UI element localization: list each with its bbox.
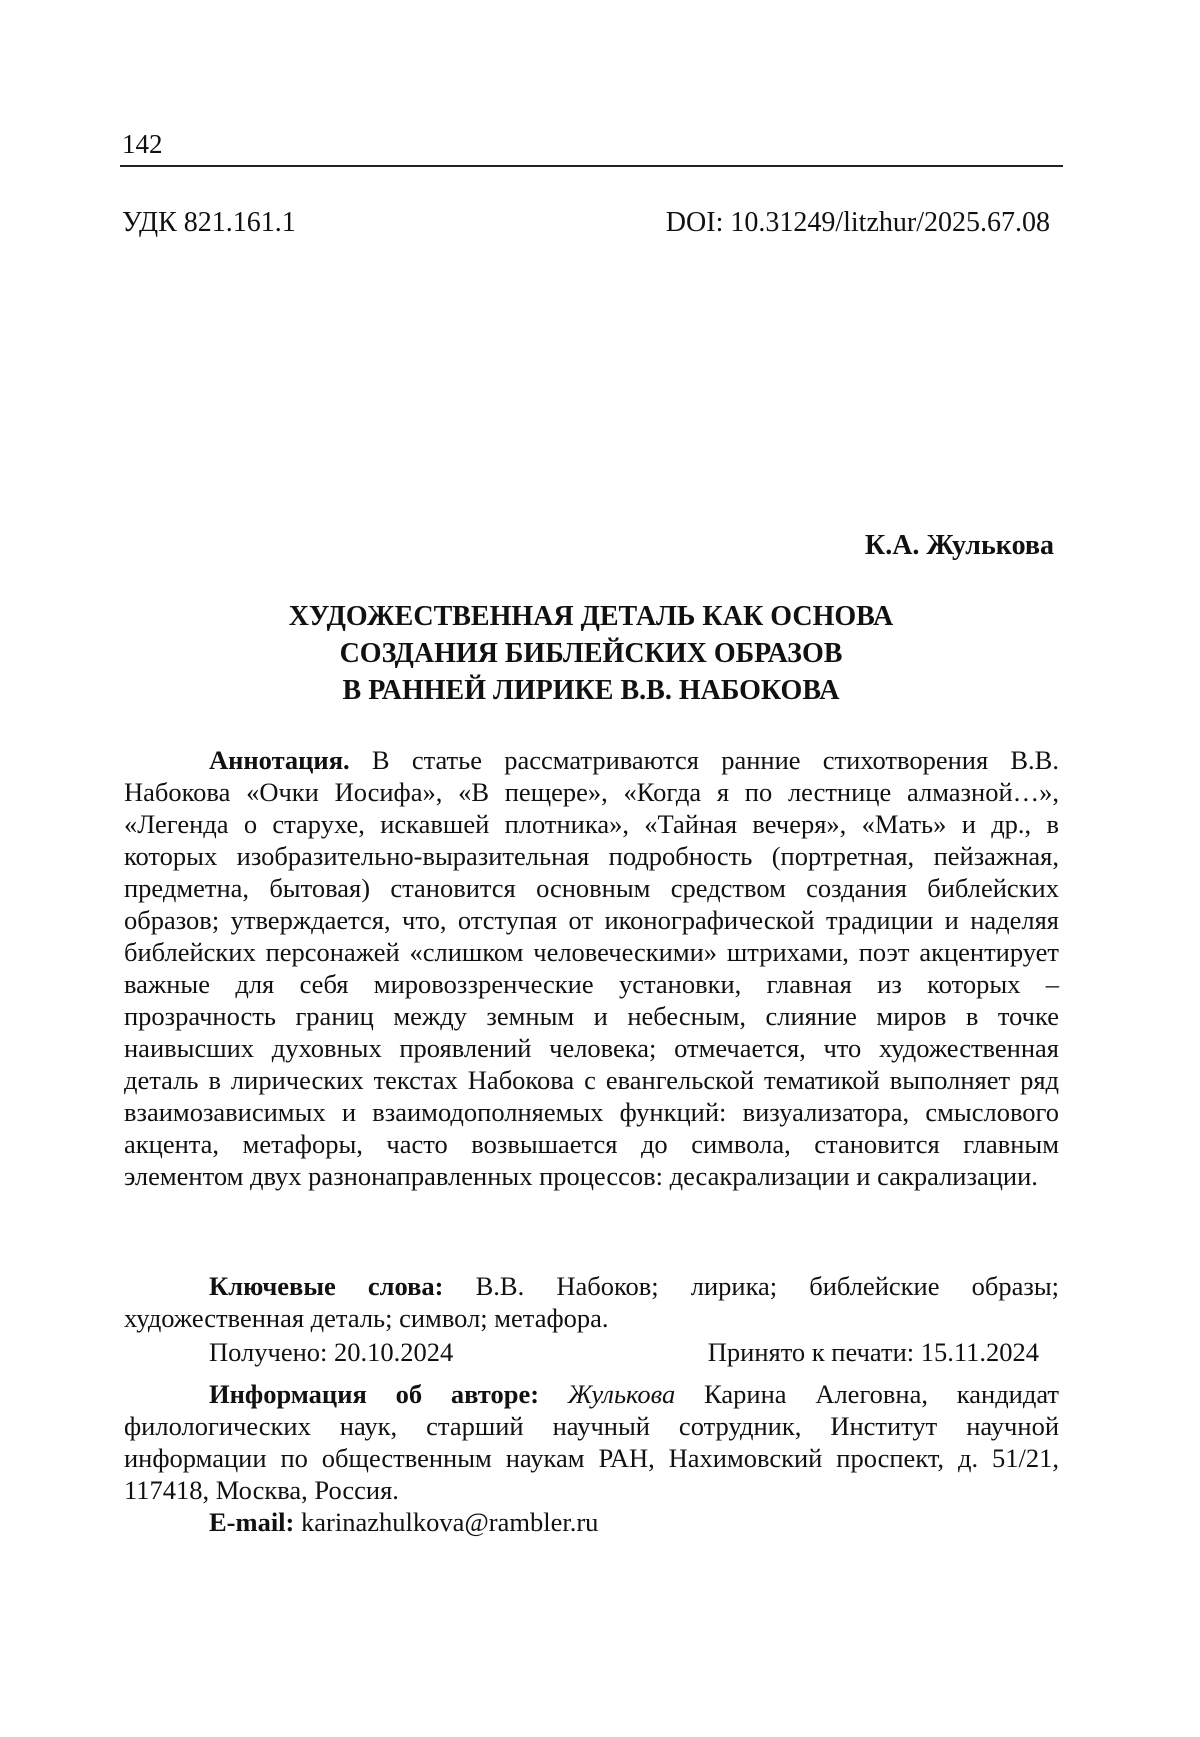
received-date: Получено: 20.10.2024 [209, 1337, 454, 1367]
author-info-label: Информация об авторе: [209, 1379, 540, 1409]
article-title [0, 598, 1200, 709]
doi-reference[interactable]: DOI: 10.31249/litzhur/2025.67.08 [665, 207, 1050, 238]
header-divider [120, 165, 1063, 167]
title-line: В РАННЕЙ ЛИРИКЕ В.В. НАБОКОВА [342, 675, 840, 706]
email-link[interactable]: karinazhulkova@rambler.ru [301, 1507, 599, 1537]
keywords-label: Ключевые слова: [209, 1271, 444, 1301]
author-info-paragraph [124, 1378, 1059, 1506]
abstract-text: В статье рассматриваются ранние стихотворения В.В. Набокова «Очки Иосифа», «В пещере», «Когда я по лестнице алмазной…», «Легенда о старухе, искавшей плотника», «Тайная вечеря», «Мать» и др., в которых изобразительно-выразительная подробность (портретная, пейзажная, предметна, бытовая) становится основным средством создания библейских образов; утверждается, что, отступая от иконографической традиции и наделяя библейских персонажей «слишком человеческими» штрихами, поэт акцентирует важные для себя мировоззренческие установки, главная из которых – прозрачность границ между земным и небесным, слияние миров в точке наивысших духовных проявлений человека; отмечается, что художественная деталь в лирических текстах Набокова с евангельской тематикой выполняет ряд взаимозависимых и взаимодополняемых функций: визуализатора, смыслового акцента, метафоры, часто возвышается до символа, становится главным элементом двух разнонаправленных процессов: десакрализации и сакрализации. [124, 745, 1059, 1191]
author-info-text: Карина Алеговна, кандидат филологических наук, старший научный сотрудник, Институт научной информации по общественным наукам РАН, Нахимовский проспект, д. 51/21, 117418, Москва, Россия. [124, 1379, 1060, 1505]
author-name: К.А. Жулькова [864, 530, 1054, 561]
title-line: СОЗДАНИЯ БИБЛЕЙСКИХ ОБРАЗОВ [339, 638, 843, 669]
accepted-date: Принято к печати: 15.11.2024 [707, 1337, 1039, 1367]
abstract-label: Аннотация. [209, 745, 350, 775]
dates-row [209, 1336, 1039, 1368]
title-line: ХУДОЖЕСТВЕННАЯ ДЕТАЛЬ КАК ОСНОВА [288, 601, 894, 632]
email-line [209, 1506, 598, 1538]
email-label: E-mail: [209, 1507, 295, 1537]
keywords-text: В.В. Набоков; лирика; библейские образы; художественная деталь; символ; метафора. [124, 1271, 1059, 1333]
author-info-surname: Жулькова [567, 1379, 676, 1409]
udk-code: УДК 821.161.1 [122, 207, 296, 238]
abstract-paragraph [124, 744, 1059, 1192]
page-number: 142 [122, 129, 163, 159]
keywords-paragraph [124, 1270, 1059, 1334]
